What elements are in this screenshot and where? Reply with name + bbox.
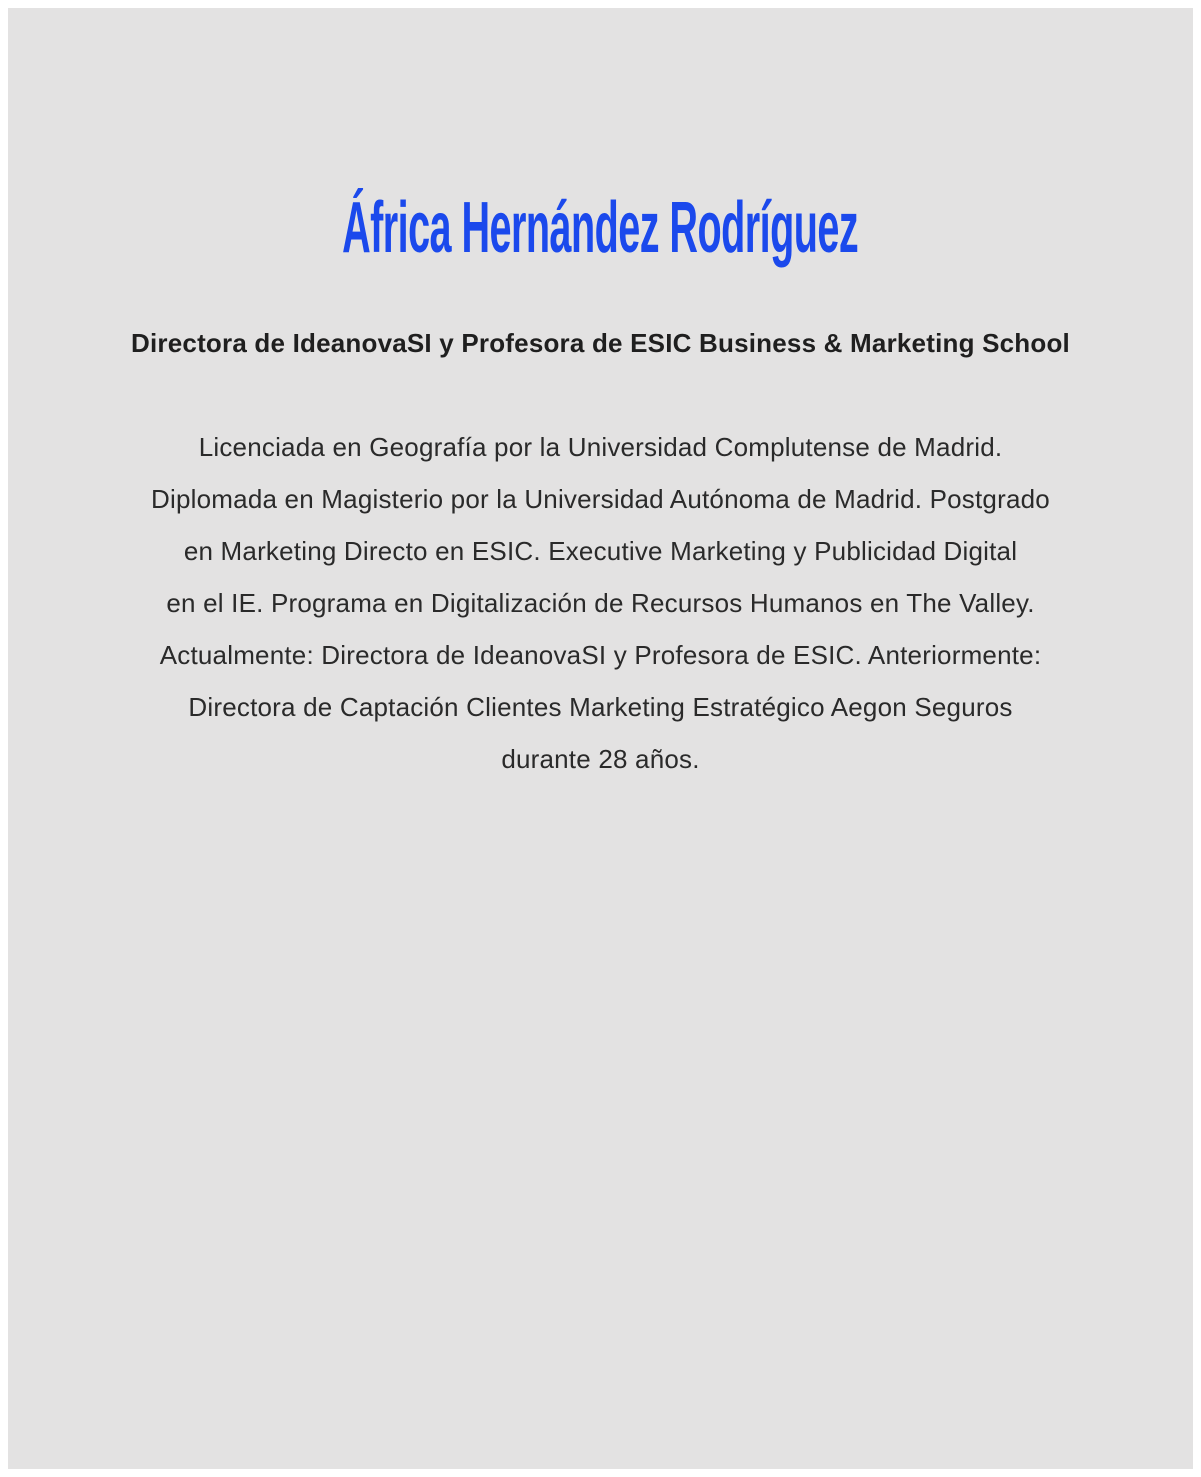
bio-line: en Marketing Directo en ESIC. Executive Marketing y Publicidad Digital xyxy=(183,536,1018,566)
bio-line: Diplomada en Magisterio por la Universidad Autónoma de Madrid. Postgrado xyxy=(151,484,1050,514)
profile-role: Directora de IdeanovaSI y Profesora de ESIC Business & Marketing School xyxy=(131,328,1070,358)
bio-line: Licenciada en Geografía por la Universidad Complutense de Madrid. xyxy=(198,432,1003,462)
bio-line: Directora de Captación Clientes Marketing Estratégico Aegon Seguros xyxy=(188,692,1013,722)
profile-panel xyxy=(8,8,1193,1469)
bio-line: en el IE. Programa en Digitalización de Recursos Humanos en The Valley. xyxy=(166,588,1035,618)
profile-name-heading xyxy=(8,188,1193,268)
bio-line: Actualmente: Directora de IdeanovaSI y Profesora de ESIC. Anteriormente: xyxy=(159,640,1042,670)
profile-name-text: África Hernández Rodríguez xyxy=(342,188,859,268)
profile-bio xyxy=(86,421,1116,785)
bio-line: durante 28 años. xyxy=(501,744,700,774)
